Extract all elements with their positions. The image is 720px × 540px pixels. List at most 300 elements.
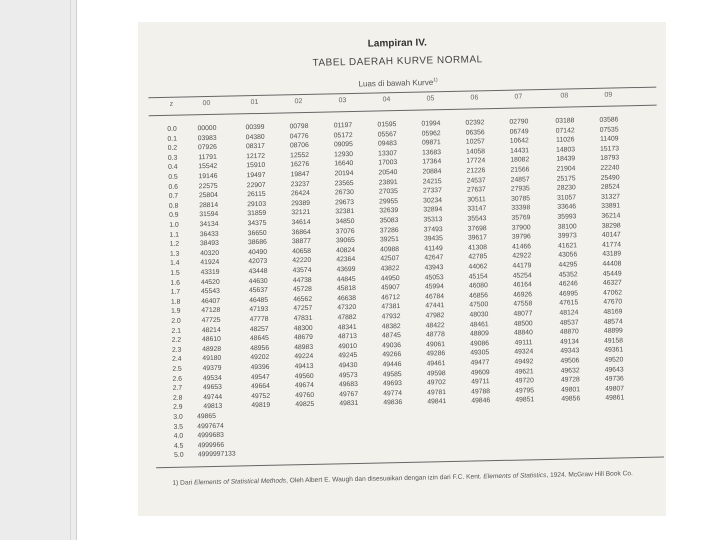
area-value: 49560: [294, 372, 314, 380]
area-value: 26424: [290, 190, 310, 198]
area-value: 49841: [427, 398, 447, 406]
area-value: 19146: [198, 172, 218, 181]
area-value: 35313: [423, 216, 443, 224]
area-value: 14803: [556, 146, 576, 154]
area-value: 36433: [199, 230, 219, 238]
area-value: 17724: [466, 157, 486, 166]
area-value: 13683: [422, 148, 442, 157]
area-value: 46562: [293, 295, 313, 304]
area-value: 24215: [422, 177, 442, 186]
area-value: 48500: [513, 319, 533, 328]
footnote: [172, 469, 662, 488]
area-value: 49744: [203, 393, 223, 401]
area-value: 49813: [203, 403, 223, 411]
area-value: 49111: [514, 339, 533, 347]
z-value: 2.7: [172, 384, 183, 393]
area-value: 29955: [379, 197, 399, 206]
area-value: 38686: [247, 239, 267, 247]
area-value: 43699: [336, 265, 356, 274]
area-value: 41621: [558, 242, 578, 250]
area-value: 47831: [293, 314, 313, 323]
area-value: 41774: [602, 241, 622, 249]
area-value: 28524: [600, 183, 620, 192]
area-value: 45543: [200, 288, 220, 296]
area-value: 48382: [381, 322, 401, 331]
area-value: 46995: [559, 290, 579, 298]
area-value: 36214: [601, 212, 621, 220]
area-value: 46080: [468, 282, 488, 290]
area-value: 42364: [336, 256, 356, 264]
z-value: 2.5: [172, 365, 182, 373]
z-value: 2.9: [173, 404, 183, 412]
area-value: 07142: [555, 126, 575, 135]
scanned-table-image: [138, 22, 666, 516]
area-value: 48610: [201, 335, 221, 344]
z-value: 1.2: [169, 240, 180, 249]
area-value: 45449: [602, 269, 622, 278]
area-value: 43574: [292, 266, 312, 275]
area-value: 01595: [377, 121, 397, 129]
area-value: 17364: [422, 158, 442, 166]
z-value: 2.0: [171, 317, 181, 325]
area-value: 11791: [198, 153, 217, 162]
area-value: 06356: [465, 128, 485, 137]
area-value: 31859: [247, 210, 267, 218]
area-value: 30511: [467, 196, 486, 204]
area-value: 29389: [291, 199, 311, 208]
z-value: 0.3: [167, 154, 178, 162]
area-value: 15910: [246, 162, 266, 170]
z-value: 1.4: [170, 260, 180, 268]
area-value: 49180: [202, 355, 222, 363]
column-header: 01: [250, 98, 259, 107]
area-value: 48300: [293, 324, 313, 332]
area-value: 09483: [377, 140, 397, 148]
area-value: 18439: [556, 155, 576, 164]
area-value: 44845: [336, 275, 356, 283]
area-value: 48956: [250, 344, 270, 352]
column-header: 08: [560, 92, 569, 100]
appendix-title: Lampiran IV.: [367, 37, 427, 50]
area-value: 26115: [247, 191, 266, 199]
area-value: 28230: [556, 184, 576, 192]
area-value: 49520: [604, 356, 624, 364]
area-value: 37286: [379, 226, 399, 235]
area-value: 09871: [421, 139, 441, 147]
area-value: 46926: [513, 291, 533, 299]
area-value: 37900: [511, 223, 531, 232]
area-value: 45352: [558, 270, 578, 279]
area-value: 13307: [378, 149, 398, 158]
area-value: 05172: [333, 131, 353, 139]
area-value: 49266: [382, 351, 402, 359]
area-value: 05962: [421, 129, 441, 138]
area-value: 49683: [338, 381, 358, 389]
area-value: 47778: [249, 315, 269, 324]
area-value: 30234: [423, 196, 443, 205]
z-value: 1.7: [170, 288, 181, 297]
column-header: 02: [294, 98, 303, 106]
area-value: 43448: [248, 267, 268, 276]
column-header: z: [169, 100, 174, 108]
area-value: 39251: [379, 236, 399, 244]
area-value: 44408: [602, 260, 622, 268]
area-value: 42507: [380, 255, 400, 263]
area-value: 33147: [467, 205, 487, 214]
area-value: 32639: [379, 207, 399, 215]
area-value: 32381: [335, 208, 355, 216]
area-value: 23565: [334, 179, 354, 187]
area-value: 33891: [601, 202, 621, 211]
area-value: 42922: [512, 252, 532, 261]
area-value: 00000: [197, 124, 217, 133]
area-value: 29673: [335, 198, 355, 207]
area-value: 04380: [245, 133, 265, 141]
column-header: 00: [202, 99, 211, 108]
footnote-text: , 1924. McGraw Hill Book Co.: [546, 470, 633, 480]
area-value: 49379: [202, 364, 222, 373]
area-value: 41466: [512, 243, 532, 251]
z-value: 2.2: [171, 336, 182, 345]
area-value: 38100: [557, 222, 577, 231]
area-value: 39617: [467, 234, 487, 242]
area-value: 49598: [426, 369, 446, 378]
area-value: 49534: [202, 374, 222, 382]
area-value: 48928: [202, 345, 222, 353]
z-value: 0.5: [168, 173, 178, 181]
area-value: 49305: [470, 349, 490, 357]
area-value: 31057: [557, 194, 577, 202]
area-value: 4999683: [197, 431, 224, 440]
area-value: 48840: [513, 329, 533, 337]
area-value: 35083: [379, 217, 399, 225]
column-header: 09: [604, 91, 613, 99]
area-value: 49801: [561, 386, 581, 394]
column-header: 07: [514, 93, 523, 101]
area-value: 47882: [337, 313, 357, 322]
area-value: 46784: [425, 292, 445, 301]
area-value: 49585: [382, 370, 402, 379]
area-value: 44520: [200, 278, 220, 286]
area-value: 32121: [291, 209, 311, 217]
area-value: 03188: [555, 117, 575, 125]
footnote-book-title: Elements of Statistics: [483, 472, 547, 481]
area-value: 49807: [605, 385, 625, 393]
area-value: 32894: [423, 206, 443, 214]
area-value: 34134: [199, 220, 219, 229]
area-value: 4999997133: [197, 450, 236, 459]
z-value: 5.0: [174, 452, 184, 460]
area-value: 48124: [559, 309, 579, 317]
area-value: 48679: [293, 334, 313, 342]
area-value: 47062: [603, 289, 623, 297]
area-value: 31327: [601, 193, 621, 201]
area-value: 46485: [249, 296, 269, 305]
area-value: 49674: [294, 382, 314, 390]
area-value: 49846: [471, 397, 491, 405]
area-value: 49861: [605, 394, 625, 403]
area-value: 48778: [425, 331, 445, 339]
area-value: 44062: [468, 263, 488, 271]
area-value: 44950: [380, 274, 400, 283]
area-value: 15542: [198, 163, 218, 171]
area-value: 49664: [250, 382, 270, 391]
area-value: 40824: [336, 246, 356, 255]
area-value: 48899: [603, 327, 623, 335]
area-value: 47558: [513, 300, 533, 309]
area-value: 49461: [426, 360, 446, 368]
area-value: 35543: [467, 215, 487, 223]
area-value: 49245: [338, 352, 358, 360]
area-value: 49856: [561, 395, 581, 404]
area-value: 40320: [200, 249, 220, 258]
area-value: 34375: [247, 219, 267, 228]
area-value: 49711: [471, 378, 490, 386]
area-value: 47381: [381, 303, 401, 311]
area-value: 48870: [559, 328, 579, 336]
table-title: TABEL DAERAH KURVE NORMAL: [312, 54, 483, 69]
area-value: 24857: [510, 175, 530, 184]
area-value: 46246: [558, 280, 578, 288]
area-value: 03983: [197, 134, 217, 142]
area-value: 47128: [201, 307, 221, 315]
footnote-marker: 1): [172, 479, 179, 487]
area-value: 19847: [290, 170, 310, 179]
area-value: 22575: [198, 182, 218, 190]
area-value: 49819: [251, 402, 271, 410]
area-value: 27035: [378, 188, 398, 196]
area-value: 48745: [381, 332, 401, 340]
area-value: 42220: [292, 257, 312, 265]
area-value: 49767: [339, 390, 359, 399]
area-value: 47320: [337, 304, 357, 312]
area-value: 47615: [559, 299, 579, 308]
area-value: 09095: [333, 141, 353, 149]
area-value: 42647: [424, 254, 444, 262]
z-value: 1.8: [170, 298, 181, 306]
area-value: 49010: [338, 342, 358, 351]
area-value: 35993: [557, 213, 577, 221]
area-value: 17003: [378, 159, 398, 167]
area-value: 08706: [289, 142, 309, 150]
area-value: 18082: [510, 156, 530, 165]
area-value: 47500: [469, 301, 489, 309]
z-value: 1.5: [170, 269, 180, 277]
area-value: 49158: [604, 337, 624, 345]
area-value: 49609: [470, 368, 490, 377]
area-value: 45154: [468, 272, 488, 281]
area-value: 06749: [509, 127, 529, 136]
area-value: 4999966: [197, 441, 225, 450]
area-value: 48257: [249, 325, 269, 333]
area-value: 18793: [600, 154, 620, 163]
z-value: 2.4: [172, 356, 182, 364]
column-header: 06: [470, 94, 479, 102]
area-value: 47193: [249, 306, 269, 314]
area-value: 15173: [600, 145, 620, 153]
area-value: 19497: [246, 171, 266, 180]
area-value: 49286: [426, 350, 446, 358]
area-value: 28814: [199, 201, 219, 210]
area-value: 48341: [337, 323, 357, 331]
area-value: 49477: [470, 359, 490, 367]
area-value: 36864: [291, 228, 311, 236]
z-value: 0.7: [168, 192, 179, 201]
area-value: 46164: [512, 281, 532, 289]
area-value: 46712: [381, 293, 401, 302]
area-value: 43056: [558, 251, 578, 260]
area-value: 23237: [290, 180, 310, 188]
area-value: 34850: [335, 217, 355, 226]
area-value: 22240: [600, 164, 620, 172]
z-value: 1.9: [171, 308, 181, 316]
area-value: 49343: [560, 347, 580, 356]
area-value: 27337: [422, 187, 442, 195]
area-value: 12552: [290, 151, 310, 160]
area-value: 07926: [197, 144, 217, 152]
area-value: 49760: [295, 391, 315, 400]
area-value: 49086: [470, 339, 490, 348]
area-value: 48214: [201, 326, 221, 334]
area-value: 38877: [291, 238, 311, 246]
area-value: 46856: [469, 292, 489, 300]
area-value: 03586: [599, 116, 619, 124]
area-value: 49693: [382, 380, 402, 388]
z-value: 1.0: [169, 221, 179, 229]
area-value: 47670: [603, 298, 623, 307]
area-value: 4997674: [197, 422, 224, 430]
area-value: 47725: [201, 316, 221, 325]
area-value: 44179: [512, 262, 532, 270]
area-value: 20884: [422, 168, 442, 176]
area-value: 07535: [599, 126, 619, 134]
area-value: 49653: [202, 383, 222, 392]
z-value: 4.5: [173, 442, 184, 450]
area-value: 00798: [289, 122, 309, 131]
area-value: 10257: [465, 138, 485, 146]
area-value: 12930: [334, 150, 354, 159]
area-value: 45818: [336, 285, 356, 293]
area-value: 27637: [466, 186, 486, 194]
area-value: 49643: [604, 365, 624, 374]
area-value: 48983: [294, 343, 314, 352]
area-value: 49202: [250, 354, 270, 362]
z-value: 0.8: [168, 202, 179, 210]
area-value: 02392: [465, 119, 485, 127]
area-value: 14431: [510, 147, 530, 155]
column-header: 04: [382, 96, 391, 104]
area-value: 46407: [201, 297, 221, 306]
area-value: 39435: [423, 235, 443, 243]
area-value: 49825: [295, 401, 315, 409]
area-value: 11409: [600, 135, 619, 144]
z-value: 1.6: [170, 279, 181, 287]
area-value: 49831: [339, 400, 359, 408]
area-value: 01197: [333, 122, 353, 130]
area-value: 49851: [515, 396, 535, 405]
area-value: 04776: [289, 132, 309, 140]
area-value: 20540: [378, 169, 398, 177]
area-value: 29103: [247, 200, 267, 209]
area-value: 11026: [556, 136, 575, 144]
area-value: 49324: [514, 348, 534, 357]
area-value: 33398: [511, 204, 531, 213]
area-value: 45254: [512, 271, 532, 280]
area-value: 02790: [509, 118, 529, 126]
area-value: 47982: [425, 312, 445, 320]
area-value: 33646: [557, 203, 577, 212]
area-value: 49621: [514, 367, 534, 376]
z-value: 0.0: [167, 125, 177, 133]
area-value: 39973: [557, 232, 577, 240]
area-value: 48169: [603, 308, 623, 316]
area-value: 44295: [558, 261, 578, 269]
area-value: 37076: [335, 227, 355, 235]
area-value: 48645: [249, 334, 269, 343]
area-value: 49492: [514, 358, 534, 366]
area-value: 49632: [560, 366, 580, 375]
area-value: 49413: [294, 362, 314, 371]
footnote-text: , Oleh Albert E. Waugh dan disesuaikan dengan izin dari F.C. Kent.: [285, 473, 482, 485]
z-value: 0.2: [167, 144, 178, 153]
area-value: 48537: [559, 318, 579, 327]
area-value: 38493: [199, 240, 219, 248]
area-value: 47932: [381, 313, 401, 321]
area-value: 40988: [380, 245, 400, 254]
area-value: 48422: [425, 321, 445, 330]
area-value: 49547: [250, 373, 270, 381]
caption-text: Luas di bawah Kurve: [358, 77, 434, 89]
footnote-book-title: Elements of Statistical Methods: [194, 477, 287, 487]
area-value: 21566: [510, 166, 530, 174]
area-value: 48809: [469, 330, 489, 338]
area-value: 49446: [382, 361, 402, 369]
area-value: 49752: [251, 392, 271, 400]
area-value: 49781: [427, 388, 447, 397]
area-value: 37698: [467, 224, 487, 233]
z-value: 0.4: [168, 164, 178, 172]
z-value: 4.0: [173, 432, 184, 441]
area-value: 48077: [513, 310, 533, 318]
slide-side-panel: [0, 0, 77, 540]
area-value: 48574: [603, 317, 623, 326]
area-value: 42785: [468, 253, 488, 261]
area-value: 41308: [468, 244, 488, 252]
area-value: 48030: [469, 311, 489, 319]
area-value: 26730: [334, 189, 354, 197]
z-value: 0.6: [168, 183, 179, 191]
table-caption: [138, 73, 662, 94]
z-value: 1.3: [169, 250, 180, 258]
area-value: 46327: [602, 279, 622, 287]
area-value: 21904: [556, 165, 576, 173]
area-value: 25175: [556, 174, 576, 183]
area-value: 44630: [248, 277, 268, 285]
area-value: 49788: [471, 387, 491, 396]
column-header: 05: [426, 95, 435, 103]
z-value: 1.1: [169, 231, 180, 239]
area-value: 20194: [334, 169, 354, 178]
area-value: 43943: [424, 264, 444, 272]
area-value: 40490: [248, 248, 268, 257]
area-value: 40147: [601, 231, 621, 239]
area-value: 24537: [466, 176, 486, 185]
area-value: 45637: [248, 287, 268, 295]
area-value: 16640: [334, 160, 354, 168]
area-value: 48461: [469, 320, 489, 329]
table-body: [138, 115, 663, 460]
area-value: 44738: [292, 276, 312, 284]
